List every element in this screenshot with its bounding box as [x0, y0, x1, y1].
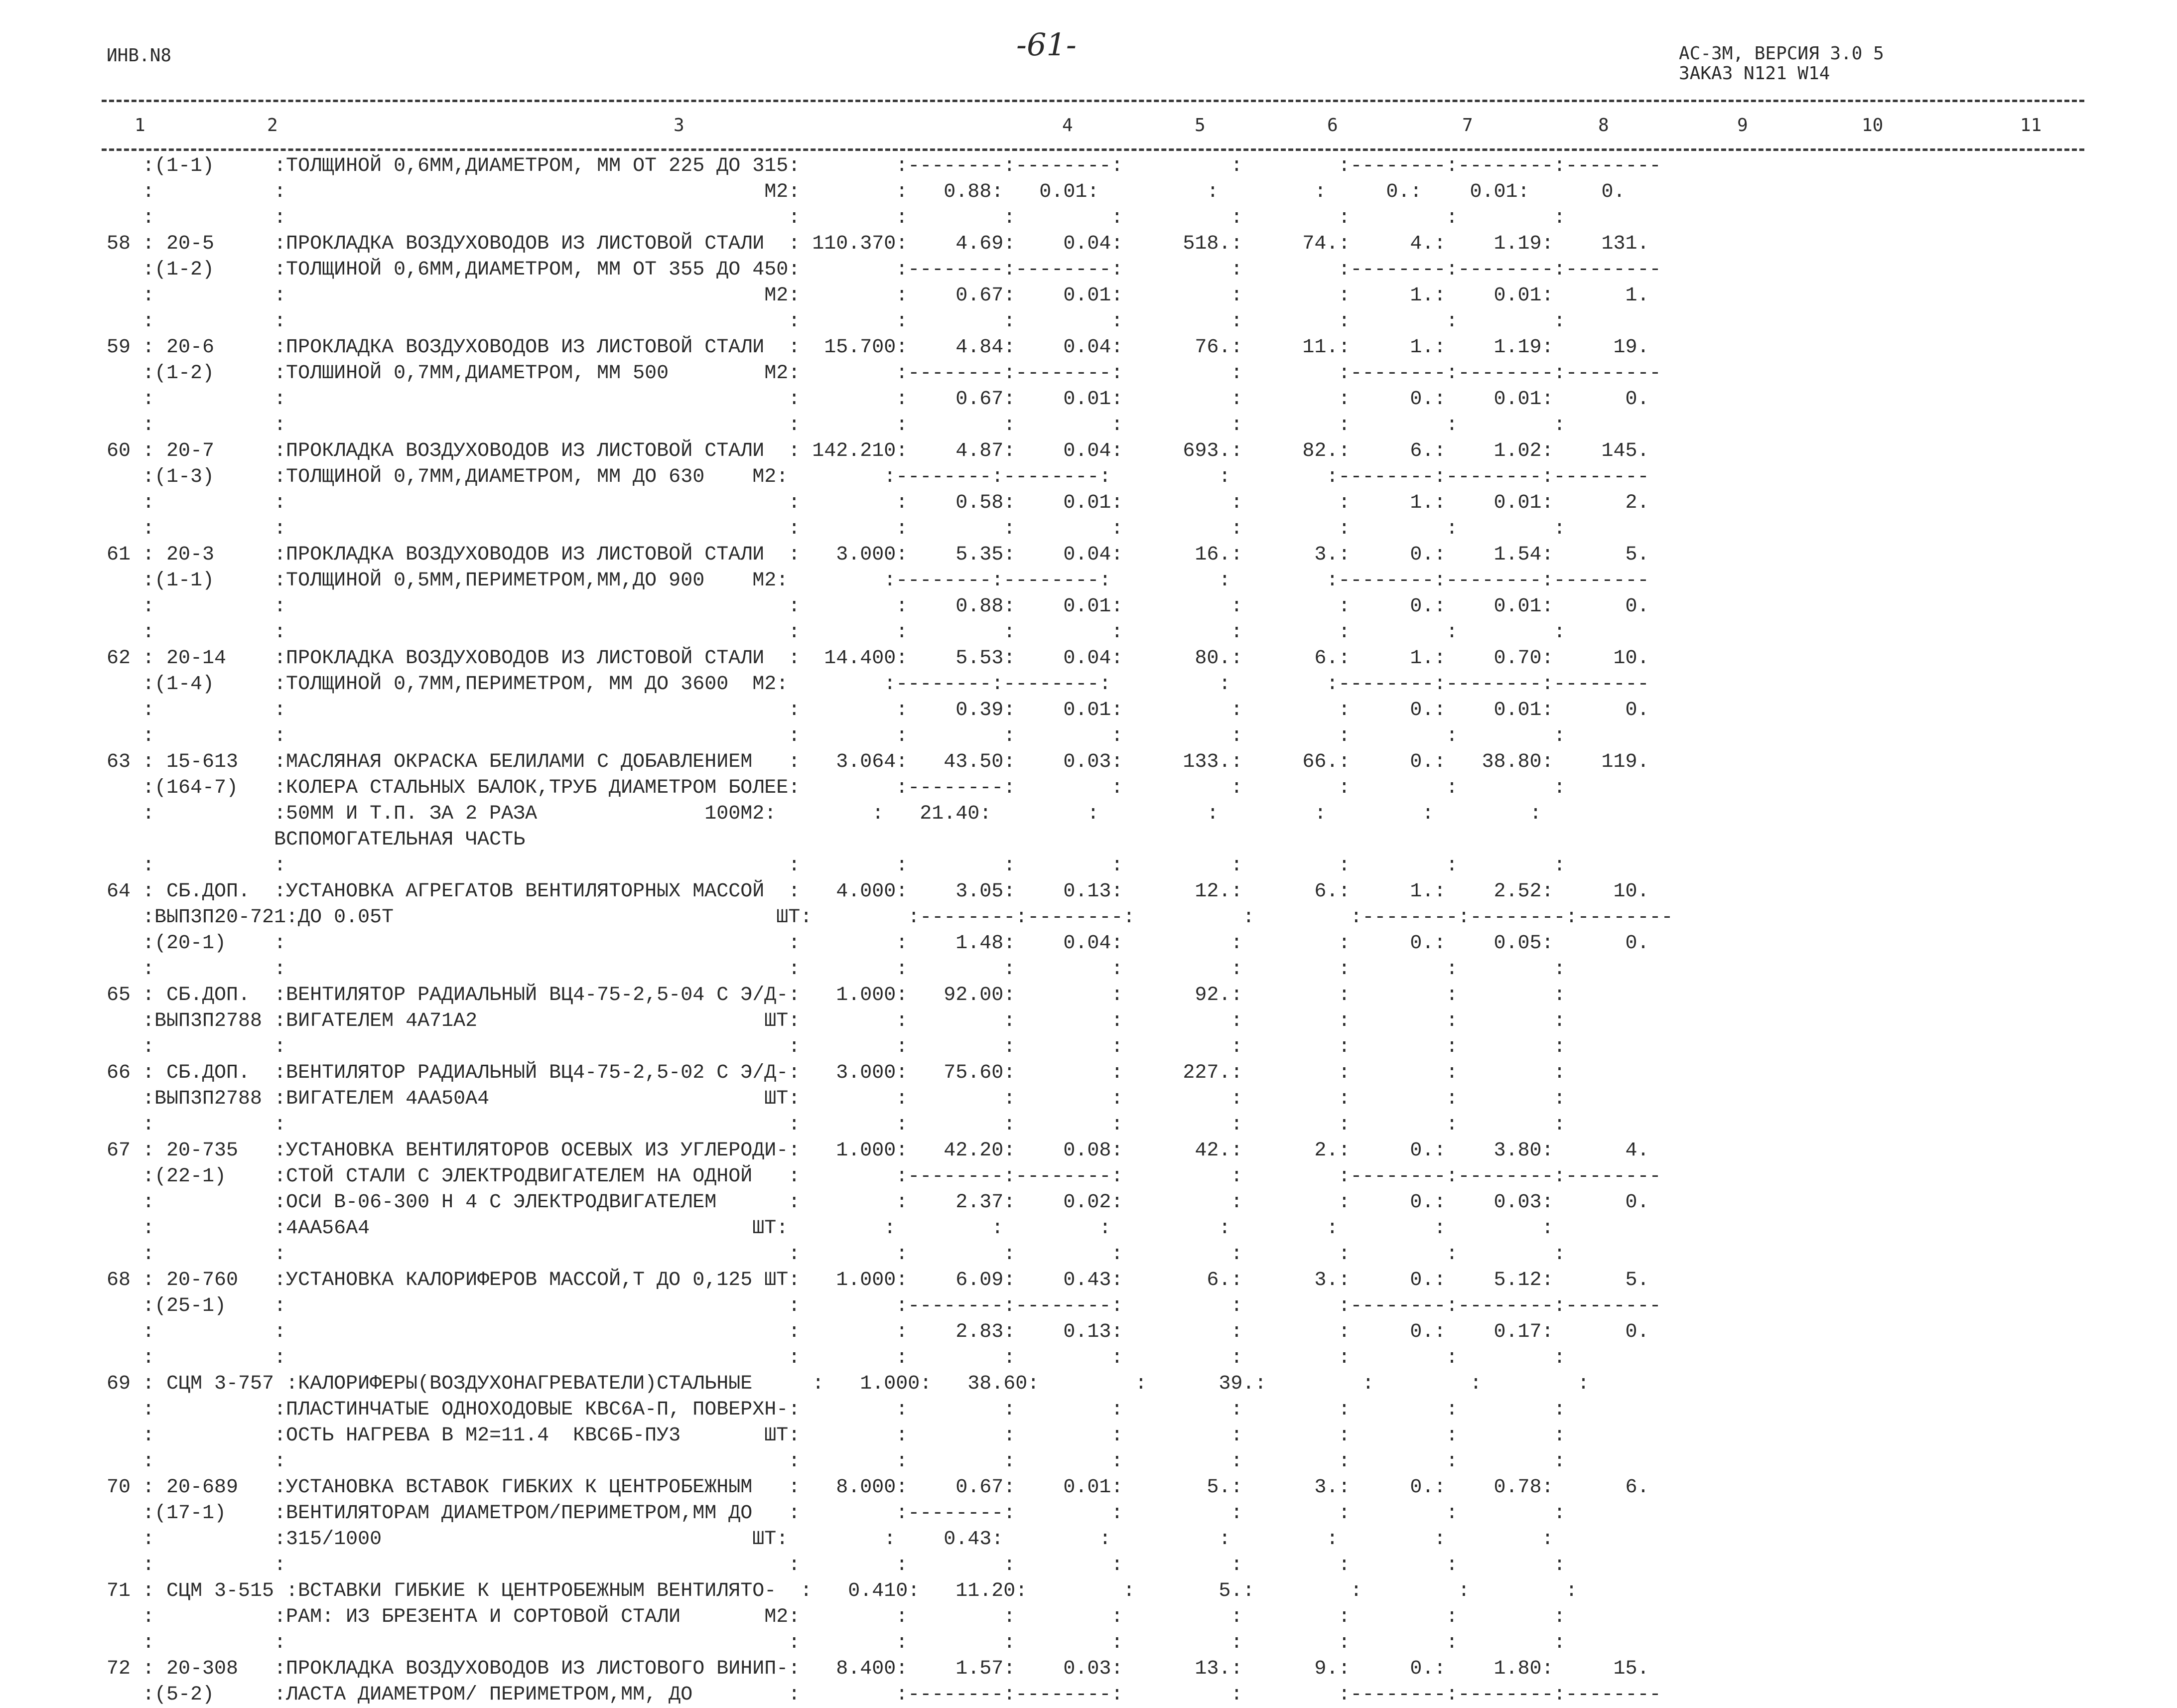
table-line: : : : : : : : : : : [107, 310, 1566, 333]
table-line: :(20-1) : : : 1.48: 0.04: : : 0.: 0.05: 0. [107, 932, 1649, 955]
table-line: : : : : : : : : : : [107, 1450, 1566, 1473]
table-line: :(22-1) :СТОЙ СТАЛИ С ЭЛЕКТРОДВИГАТЕЛЕМ НА ОДНОЙ : :--------:--------: : :--------:--------:-------- [107, 1165, 1661, 1188]
table-line: :(1-1) :ТОЛЩИНОЙ 0,5ММ,ПЕРИМЕТРОМ,ММ,ДО 900 М2: :--------:--------: : :--------:--------:-------- [107, 569, 1649, 592]
table-line: :(1-2) :ТОЛЩИНОЙ 0,6ММ,ДИАМЕТРОМ, ММ ОТ 355 ДО 450: :--------:--------: : :--------:--------:-------- [107, 259, 1661, 281]
table-line: : : : : 0.88: 0.01: : : 0.: 0.01: 0. [107, 595, 1649, 618]
table-line: : :315/1000 ШТ: : 0.43: : : : : : [107, 1528, 1554, 1551]
column-header-3: 3 [674, 115, 684, 136]
table-line: 69 : СЦМ 3-757 :КАЛОРИФЕРЫ(ВОЗДУХОНАГРЕВАТЕЛИ)СТАЛЬНЫЕ : 1.000: 38.60: : 39.: : : : [107, 1373, 1590, 1395]
table-line: : : : : : : : : : : [107, 1632, 1566, 1654]
table-line: : : М2: : 0.88: 0.01: : : 0.: 0.01: 0. [107, 181, 1626, 203]
column-header-1: 1 [135, 115, 145, 136]
table-line: : :4АА56А4 ШТ: : : : : : : : [107, 1217, 1554, 1240]
table-line: ВСПОМОГАТЕЛЬНАЯ ЧАСТЬ [107, 829, 526, 851]
table-line: : : : : 0.58: 0.01: : : 1.: 0.01: 2. [107, 492, 1649, 514]
table-line: : : : : : : : : : : [107, 725, 1566, 747]
table-line: 58 : 20-5 :ПРОКЛАДКА ВОЗДУХОВОДОВ ИЗ ЛИСТОВОЙ СТАЛИ : 110.370: 4.69: 0.04: 518.: 74.: 4.: 1.19: 131. [107, 233, 1649, 255]
table-line: : : : : : : : : : : [107, 958, 1566, 981]
table-line: : :ОСТЬ НАГРЕВА В М2=11.4 КВС6Б-ПУ3 ШТ: : : : : : : : [107, 1424, 1566, 1447]
column-header-11: 11 [2020, 115, 2042, 136]
table-line: 63 : 15-613 :МАСЛЯНАЯ ОКРАСКА БЕЛИЛАМИ С ДОБАВЛЕНИЕМ : 3.064: 43.50: 0.03: 133.: 66.: 0.: 38.80: 119. [107, 751, 1649, 773]
table-line: 71 : СЦМ 3-515 :ВСТАВКИ ГИБКИЕ К ЦЕНТРОБЕЖНЫМ ВЕНТИЛЯТО- : 0.410: 11.20: : 5.: : : : [107, 1580, 1578, 1602]
table-line: 60 : 20-7 :ПРОКЛАДКА ВОЗДУХОВОДОВ ИЗ ЛИСТОВОЙ СТАЛИ : 142.210: 4.87: 0.04: 693.: 82.: 6.: 1.02: 145. [107, 440, 1649, 462]
table-line: :(1-3) :ТОЛЩИНОЙ 0,7ММ,ДИАМЕТРОМ, ММ ДО 630 М2: :--------:--------: : :--------:--------:-------- [107, 466, 1649, 488]
table-line: 61 : 20-3 :ПРОКЛАДКА ВОЗДУХОВОДОВ ИЗ ЛИСТОВОЙ СТАЛИ : 3.000: 5.35: 0.04: 16.: 3.: 0.: 1.54: 5. [107, 544, 1649, 566]
column-header-7: 7 [1462, 115, 1473, 136]
version-label: АС-3М, ВЕРСИЯ 3.0 5 [1679, 43, 1884, 64]
table-line: :(17-1) :ВЕНТИЛЯТОРАМ ДИАМЕТРОМ/ПЕРИМЕТРОМ,ММ ДО : :--------: : : : : : [107, 1502, 1566, 1525]
table-line: :(25-1) : : :--------:--------: : :--------:--------:-------- [107, 1295, 1661, 1317]
estimate-table [107, 153, 1673, 1708]
table-line: 66 : СБ.ДОП. :ВЕНТИЛЯТОР РАДИАЛЬНЫЙ ВЦ4-75-2,5-02 С Э/Д-: 3.000: 75.60: : 227.: : : : [107, 1062, 1566, 1084]
column-header-10: 10 [1862, 115, 1884, 136]
table-line: :(1-4) :ТОЛЩИНОЙ 0,7ММ,ПЕРИМЕТРОМ, ММ ДО 3600 М2: :--------:--------: : :--------:--------:-------- [107, 673, 1649, 696]
table-line: :ВЫП3П20-721:ДО 0.05Т ШТ: :--------:--------: : :--------:--------:-------- [107, 906, 1673, 929]
table-line: 59 : 20-6 :ПРОКЛАДКА ВОЗДУХОВОДОВ ИЗ ЛИСТОВОЙ СТАЛИ : 15.700: 4.84: 0.04: 76.: 11.: 1.: 1.19: 19. [107, 336, 1649, 359]
table-line: 67 : 20-735 :УСТАНОВКА ВЕНТИЛЯТОРОВ ОСЕВЫХ ИЗ УГЛЕРОДИ-: 1.000: 42.20: 0.08: 42.: 2.: 0.: 3.80: 4. [107, 1139, 1649, 1162]
column-header-9: 9 [1737, 115, 1748, 136]
table-line: :ВЫП3П2788 :ВИГАТЕЛЕМ 4АА50А4 ШТ: : : : : : : : [107, 1088, 1566, 1110]
column-header-2: 2 [267, 115, 278, 136]
table-line: : : : : 0.67: 0.01: : : 0.: 0.01: 0. [107, 388, 1649, 411]
table-line: :(5-2) :ЛАСТА ДИАМЕТРОМ/ ПЕРИМЕТРОМ,ММ, ДО : :--------:--------: : :--------:--------:-------- [107, 1684, 1661, 1706]
table-line: : : : : : : : : : : [107, 1243, 1566, 1266]
order-label: ЗАКАЗ N121 W14 [1679, 63, 1830, 84]
column-header-5: 5 [1195, 115, 1206, 136]
table-line: 72 : 20-308 :ПРОКЛАДКА ВОЗДУХОВОДОВ ИЗ ЛИСТОВОГО ВИНИП-: 8.400: 1.57: 0.03: 13.: 9.: 0.: 1.80: 15. [107, 1658, 1649, 1680]
table-line: 68 : 20-760 :УСТАНОВКА КАЛОРИФЕРОВ МАССОЙ,Т ДО 0,125 ШТ: 1.000: 6.09: 0.43: 6.: 3.: 0.: 5.12: 5. [107, 1269, 1649, 1291]
page-number: -61- [1016, 26, 1077, 63]
table-line: : : : : : : : : : : [107, 207, 1566, 229]
table-line: : : : : : : : : : : [107, 414, 1566, 436]
table-line: :(1-1) :ТОЛЩИНОЙ 0,6ММ,ДИАМЕТРОМ, ММ ОТ 225 ДО 315: :--------:--------: : :--------:--------:-------- [107, 155, 1661, 177]
column-header-6: 6 [1327, 115, 1338, 136]
table-line: :(1-2) :ТОЛШИНОЙ 0,7ММ,ДИАМЕТРОМ, ММ 500 М2: :--------:--------: : :--------:--------:-------- [107, 362, 1661, 385]
table-line: : :ПЛАСТИНЧАТЫЕ ОДНОХОДОВЫЕ КВС6А-П, ПОВЕРХН-: : : : : : : : [107, 1399, 1566, 1421]
table-line: : :50ММ И Т.П. ЗА 2 РАЗА 100М2: : 21.40: : : : : : [107, 803, 1542, 825]
table-line: 62 : 20-14 :ПРОКЛАДКА ВОЗДУХОВОДОВ ИЗ ЛИСТОВОЙ СТАЛИ : 14.400: 5.53: 0.04: 80.: 6.: 1.: 0.70: 10. [107, 647, 1649, 670]
table-line: : : : : 2.83: 0.13: : : 0.: 0.17: 0. [107, 1321, 1649, 1343]
table-line: : : : : : : : : : : [107, 1114, 1566, 1136]
table-line: : : : : : : : : : : [107, 854, 1566, 877]
table-line: : : : : : : : : : : [107, 1347, 1566, 1369]
column-header-4: 4 [1062, 115, 1073, 136]
column-header-8: 8 [1598, 115, 1609, 136]
table-line: : : : : : : : : : : [107, 518, 1566, 540]
table-line: : : М2: : 0.67: 0.01: : : 1.: 0.01: 1. [107, 285, 1649, 307]
table-line: : : : : : : : : : : [107, 1036, 1566, 1058]
table-line: : : : : : : : : : : [107, 1554, 1566, 1576]
table-line: 65 : СБ.ДОП. :ВЕНТИЛЯТОР РАДИАЛЬНЫЙ ВЦ4-75-2,5-04 С Э/Д-: 1.000: 92.00: : 92.: : : : [107, 984, 1566, 1006]
table-line: : :РАМ: ИЗ БРЕЗЕНТА И СОРТОВОЙ СТАЛИ М2: : : : : : : : [107, 1606, 1566, 1628]
table-line: 70 : 20-689 :УСТАНОВКА ВСТАВОК ГИБКИХ К ЦЕНТРОБЕЖНЫМ : 8.000: 0.67: 0.01: 5.: 3.: 0.: 0.78: 6. [107, 1476, 1649, 1499]
table-line: : : : : 0.39: 0.01: : : 0.: 0.01: 0. [107, 699, 1649, 721]
table-line: :(164-7) :КОЛЕРА СТАЛЬНЫХ БАЛОК,ТРУБ ДИАМЕТРОМ БОЛЕЕ: :--------: : : : : : [107, 777, 1566, 799]
table-line: : :ОСИ В-06-300 Н 4 С ЭЛЕКТРОДВИГАТЕЛЕМ : : 2.37: 0.02: : : 0.: 0.03: 0. [107, 1191, 1649, 1214]
table-line: :ВЫП3П2788 :ВИГАТЕЛЕМ 4А71А2 ШТ: : : : : : : : [107, 1010, 1566, 1032]
inventory-label: ИНВ.N8 [107, 45, 172, 66]
header-rule [102, 148, 2084, 151]
top-rule [102, 100, 2084, 102]
table-line: 64 : СБ.ДОП. :УСТАНОВКА АГРЕГАТОВ ВЕНТИЛЯТОРНЫХ МАССОЙ : 4.000: 3.05: 0.13: 12.: 6.: 1.: 2.52: 10. [107, 880, 1649, 903]
table-line: : : : : : : : : : : [107, 621, 1566, 644]
